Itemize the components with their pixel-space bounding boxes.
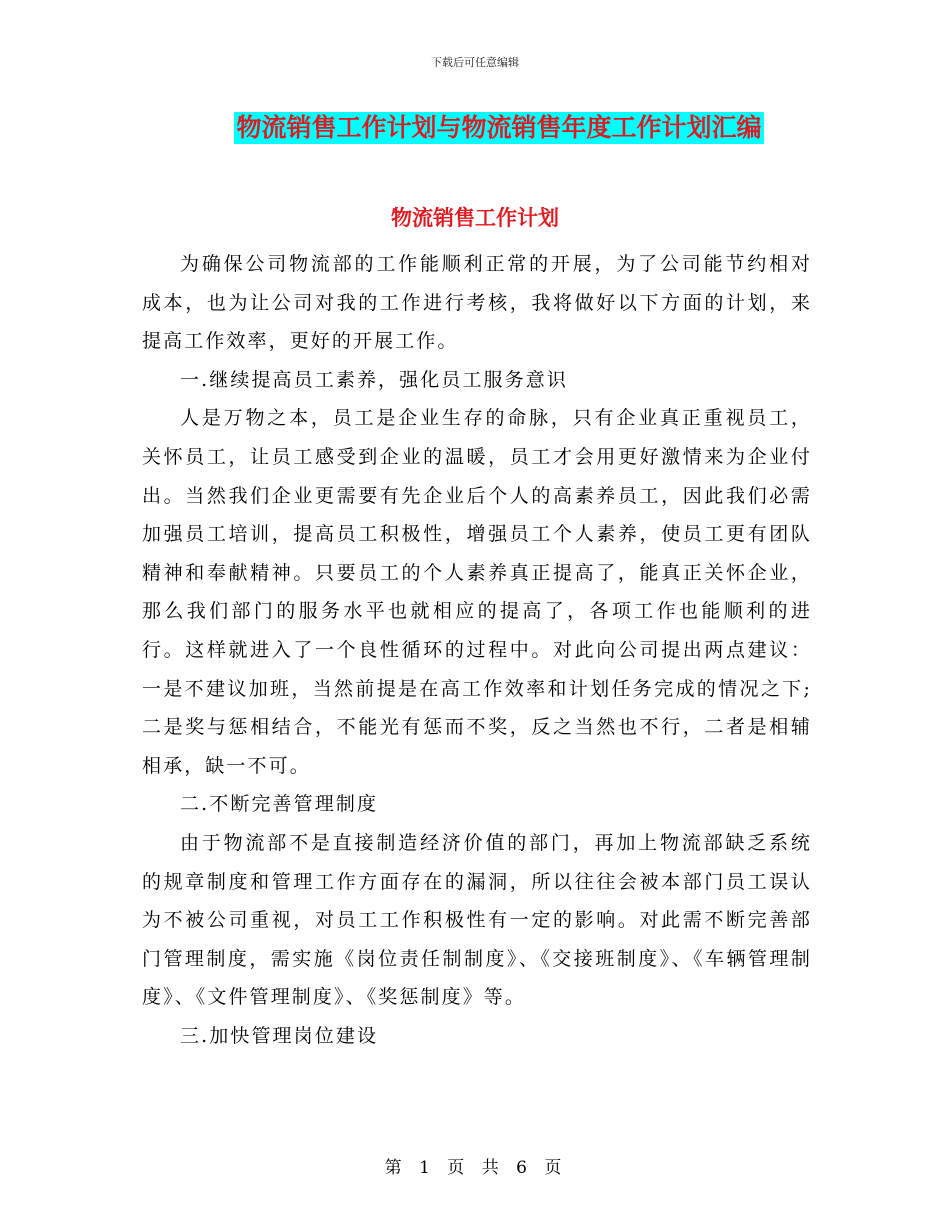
heading-three: 三.加快管理岗位建设 xyxy=(180,1024,379,1047)
document-title: 物流销售工作计划与物流销售年度工作计划汇编 xyxy=(236,113,762,142)
paragraph-staff: 人是万物之本，员工是企业生存的命脉，只有企业真正重视员工，关怀员工，让员工感受到企业的温暖，员工才会用更好激情来为企业付出。当然我们企业更需要有先企业后个人的高素养员工，因此我们必需加强员工培训，提高员工积极性，增强员工个人素养，使员工更有团队精神和奉献精神。只要员工的个人素养真正提高了，能真正关怀企业，那么我们部门的服务水平也就相应的提高了，各项工作也能顺利的进行。这样就进入了一个良性循环的过程中。对此向公司提出两点建议：一是不建议加班，当然前提是在高工作效率和计划任务完成的情况之下;二是奖与惩相结合，不能光有惩而不奖，反之当然也不行，二者是相辅相承，缺一不可。 xyxy=(142,407,812,777)
header-note: 下载后可任意编辑 xyxy=(431,56,519,69)
document-title-wrapper xyxy=(0,112,950,144)
heading-one: 一.继续提高员工素养，强化员工服务意识 xyxy=(180,368,568,391)
paragraph-intro: 为确保公司物流部的工作能顺利正常的开展，为了公司能节约相对成本，也为让公司对我的工作进行考核，我将做好以下方面的计划，来提高工作效率，更好的开展工作。 xyxy=(142,253,812,353)
heading-two: 二.不断完善管理制度 xyxy=(180,793,379,816)
page-number: 第 1 页 共 6 页 xyxy=(384,1158,566,1178)
paragraph-management: 由于物流部不是直接制造经济价值的部门，再加上物流部缺乏系统的规章制度和管理工作方面存在的漏洞，所以往往会被本部门员工误认为不被公司重视，对员工工作积极性有一定的影响。对此需不断完善部门管理制度，需实施《岗位责任制制度》、《交接班制度》、《车辆管理制度》、《文件管理制度》、《奖惩制度》等。 xyxy=(142,831,812,1009)
section-title: 物流销售工作计划 xyxy=(391,206,559,230)
document-body xyxy=(142,245,812,1055)
